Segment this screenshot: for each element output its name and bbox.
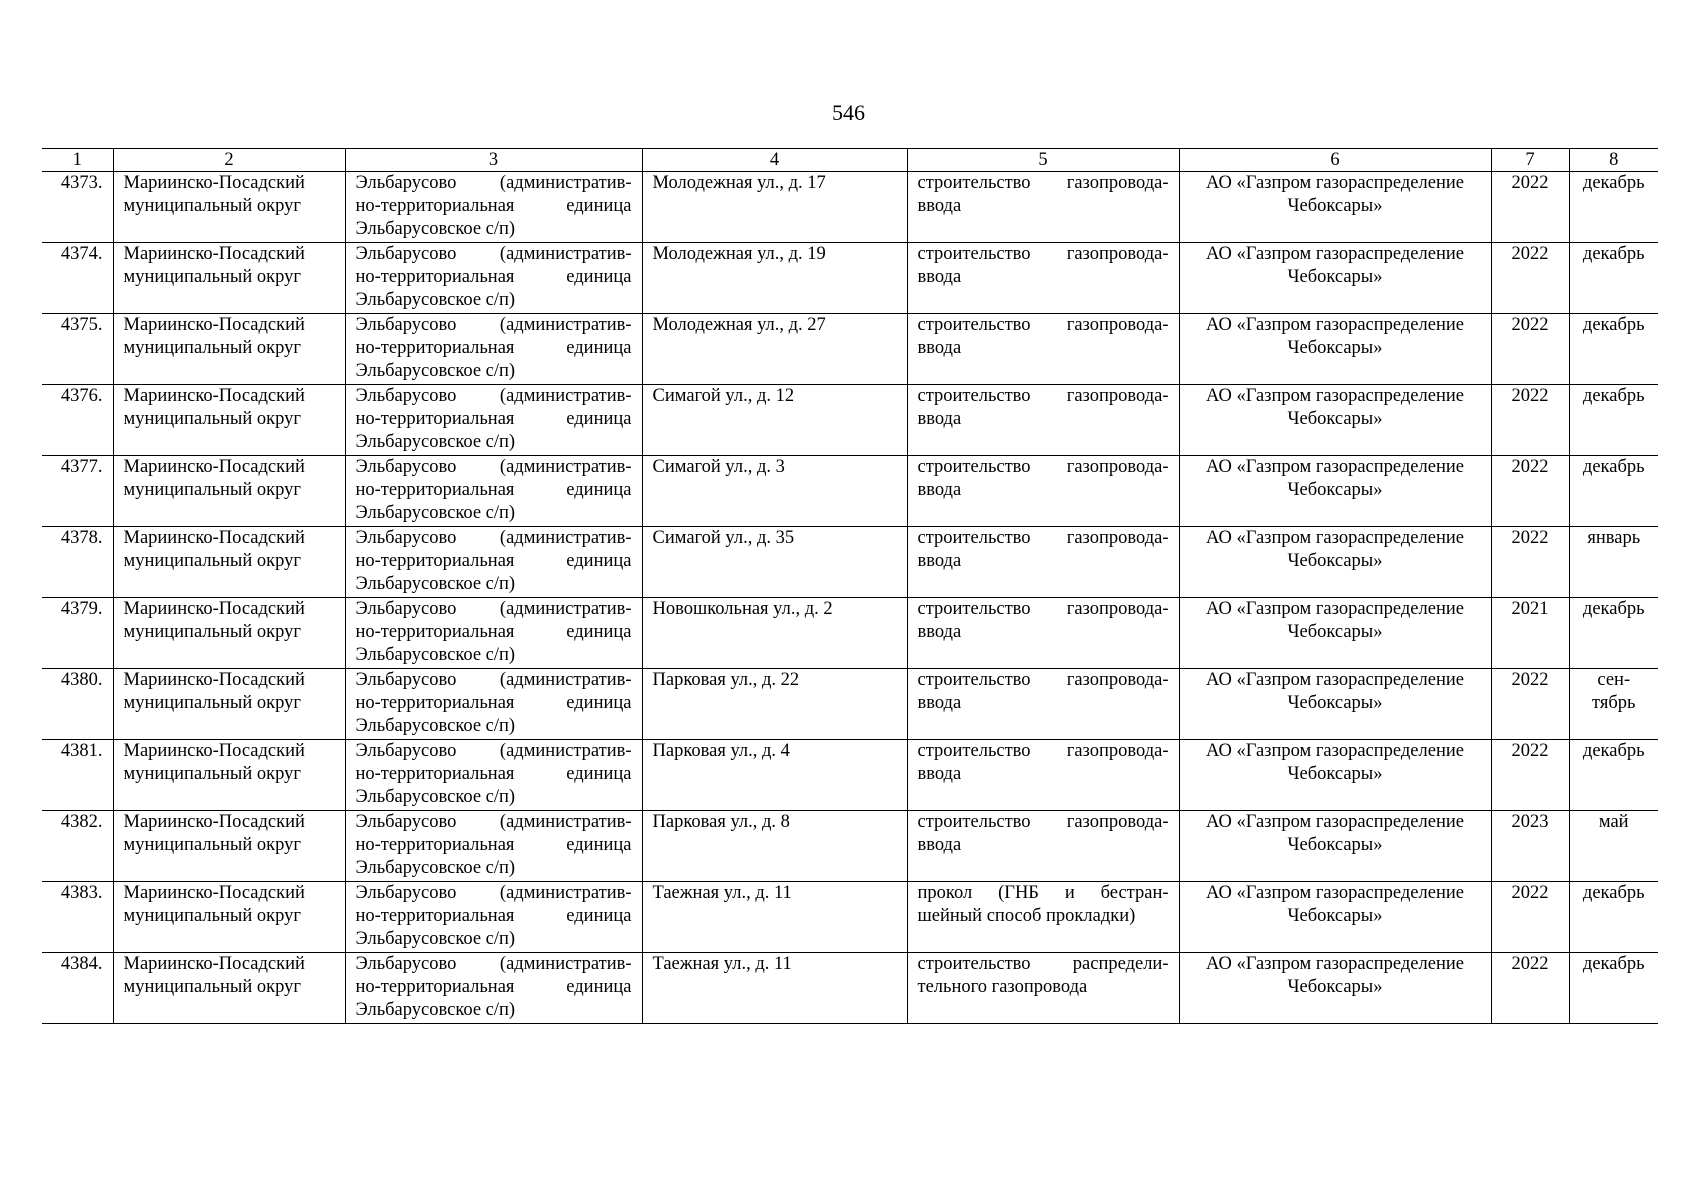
work-type-line: ввода xyxy=(917,693,962,713)
month-cell xyxy=(1569,314,1658,385)
work-type-cell xyxy=(907,527,1179,598)
table-row xyxy=(42,314,1658,385)
work-type-cell xyxy=(907,740,1179,811)
month-line: декабрь xyxy=(1582,457,1645,477)
work-type-line: строительство газопровода- xyxy=(917,670,1169,690)
organization-line: Чебоксары» xyxy=(1287,551,1383,571)
organization-line: Чебоксары» xyxy=(1287,622,1383,642)
organization-cell xyxy=(1179,314,1491,385)
district-cell xyxy=(113,527,345,598)
work-type-line: ввода xyxy=(917,764,962,784)
organization-cell xyxy=(1179,456,1491,527)
work-type-cell xyxy=(907,172,1179,243)
table-row xyxy=(42,740,1658,811)
district-line: Мариинско-Посадский xyxy=(123,812,305,832)
row-number-cell: 4373. xyxy=(42,172,113,243)
header-col-5: 5 xyxy=(907,149,1179,172)
work-type-line: шейный способ прокладки) xyxy=(917,906,1136,926)
month-cell xyxy=(1569,811,1658,882)
settlement-line: Эльбарусовское с/п) xyxy=(355,574,516,594)
settlement-line: Эльбарусово (административ- xyxy=(355,883,632,903)
address-cell: Таежная ул., д. 11 xyxy=(642,882,907,953)
organization-line: АО «Газпром газораспределение xyxy=(1206,173,1464,193)
work-type-cell xyxy=(907,456,1179,527)
month-cell xyxy=(1569,527,1658,598)
work-type-line: тельного газопровода xyxy=(917,977,1088,997)
year-cell: 2022 xyxy=(1491,882,1569,953)
settlement-line: Эльбарусово (административ- xyxy=(355,315,632,335)
settlement-line: но-территориальная единица xyxy=(355,267,632,287)
organization-line: АО «Газпром газораспределение xyxy=(1206,954,1464,974)
month-line: декабрь xyxy=(1582,599,1645,619)
district-line: муниципальный округ xyxy=(123,764,301,784)
organization-line: Чебоксары» xyxy=(1287,906,1383,926)
district-line: муниципальный округ xyxy=(123,480,301,500)
work-type-line: строительство газопровода- xyxy=(917,173,1169,193)
district-cell xyxy=(113,953,345,1024)
settlement-cell xyxy=(345,527,642,598)
table-row xyxy=(42,243,1658,314)
organization-line: Чебоксары» xyxy=(1287,196,1383,216)
settlement-line: Эльбарусовское с/п) xyxy=(355,1000,516,1020)
settlement-cell xyxy=(345,314,642,385)
work-type-line: строительство газопровода- xyxy=(917,599,1169,619)
year-cell: 2022 xyxy=(1491,314,1569,385)
work-type-line: ввода xyxy=(917,267,962,287)
year-cell: 2022 xyxy=(1491,172,1569,243)
month-line: декабрь xyxy=(1582,741,1645,761)
year-cell: 2022 xyxy=(1491,243,1569,314)
work-type-line: строительство газопровода- xyxy=(917,386,1169,406)
district-line: Мариинско-Посадский xyxy=(123,457,305,477)
work-type-cell xyxy=(907,243,1179,314)
district-line: Мариинско-Посадский xyxy=(123,741,305,761)
month-line: тябрь xyxy=(1592,693,1636,713)
organization-cell xyxy=(1179,385,1491,456)
row-number-cell: 4379. xyxy=(42,598,113,669)
settlement-line: но-территориальная единица xyxy=(355,693,632,713)
address-cell: Парковая ул., д. 4 xyxy=(642,740,907,811)
work-type-line: строительство газопровода- xyxy=(917,457,1169,477)
address-cell: Новошкольная ул., д. 2 xyxy=(642,598,907,669)
district-line: муниципальный округ xyxy=(123,622,301,642)
settlement-cell xyxy=(345,172,642,243)
gasification-table xyxy=(42,148,1658,1024)
settlement-line: Эльбарусово (административ- xyxy=(355,670,632,690)
organization-line: Чебоксары» xyxy=(1287,480,1383,500)
month-line: декабрь xyxy=(1582,244,1645,264)
month-line: декабрь xyxy=(1582,315,1645,335)
table-row xyxy=(42,882,1658,953)
work-type-line: строительство газопровода- xyxy=(917,315,1169,335)
address-cell: Таежная ул., д. 11 xyxy=(642,953,907,1024)
district-line: Мариинско-Посадский xyxy=(123,528,305,548)
work-type-cell xyxy=(907,669,1179,740)
settlement-cell xyxy=(345,882,642,953)
district-line: муниципальный округ xyxy=(123,835,301,855)
district-cell xyxy=(113,811,345,882)
work-type-line: строительство газопровода- xyxy=(917,812,1169,832)
organization-line: АО «Газпром газораспределение xyxy=(1206,244,1464,264)
month-cell xyxy=(1569,740,1658,811)
work-type-line: ввода xyxy=(917,551,962,571)
organization-line: АО «Газпром газораспределение xyxy=(1206,670,1464,690)
row-number-cell: 4378. xyxy=(42,527,113,598)
district-cell xyxy=(113,456,345,527)
settlement-line: Эльбарусовское с/п) xyxy=(355,929,516,949)
district-line: муниципальный округ xyxy=(123,693,301,713)
settlement-line: Эльбарусово (административ- xyxy=(355,599,632,619)
month-cell xyxy=(1569,385,1658,456)
district-cell xyxy=(113,172,345,243)
work-type-line: строительство газопровода- xyxy=(917,528,1169,548)
header-col-3: 3 xyxy=(345,149,642,172)
work-type-cell xyxy=(907,811,1179,882)
work-type-cell xyxy=(907,953,1179,1024)
month-cell xyxy=(1569,882,1658,953)
header-col-8: 8 xyxy=(1569,149,1658,172)
year-cell: 2021 xyxy=(1491,598,1569,669)
settlement-line: Эльбарусово (административ- xyxy=(355,457,632,477)
month-line: декабрь xyxy=(1582,883,1645,903)
organization-cell xyxy=(1179,243,1491,314)
organization-cell xyxy=(1179,953,1491,1024)
district-cell xyxy=(113,598,345,669)
settlement-line: но-территориальная единица xyxy=(355,551,632,571)
table-row xyxy=(42,953,1658,1024)
settlement-line: Эльбарусовское с/п) xyxy=(355,219,516,239)
header-col-4: 4 xyxy=(642,149,907,172)
address-cell: Молодежная ул., д. 19 xyxy=(642,243,907,314)
organization-cell xyxy=(1179,598,1491,669)
work-type-line: прокол (ГНБ и бестран- xyxy=(917,883,1169,903)
settlement-line: Эльбарусово (административ- xyxy=(355,954,632,974)
settlement-line: но-территориальная единица xyxy=(355,835,632,855)
district-line: муниципальный округ xyxy=(123,409,301,429)
settlement-cell xyxy=(345,953,642,1024)
organization-line: АО «Газпром газораспределение xyxy=(1206,315,1464,335)
organization-line: Чебоксары» xyxy=(1287,693,1383,713)
organization-line: АО «Газпром газораспределение xyxy=(1206,599,1464,619)
work-type-line: строительство газопровода- xyxy=(917,741,1169,761)
table-row xyxy=(42,598,1658,669)
month-line: декабрь xyxy=(1582,386,1645,406)
settlement-line: Эльбарусово (административ- xyxy=(355,528,632,548)
settlement-line: Эльбарусово (административ- xyxy=(355,244,632,264)
row-number-cell: 4375. xyxy=(42,314,113,385)
year-cell: 2022 xyxy=(1491,953,1569,1024)
district-cell xyxy=(113,669,345,740)
table-row xyxy=(42,456,1658,527)
organization-line: Чебоксары» xyxy=(1287,338,1383,358)
table-header xyxy=(42,149,1658,172)
work-type-line: ввода xyxy=(917,622,962,642)
district-line: Мариинско-Посадский xyxy=(123,599,305,619)
district-line: муниципальный округ xyxy=(123,267,301,287)
address-cell: Молодежная ул., д. 17 xyxy=(642,172,907,243)
settlement-cell xyxy=(345,740,642,811)
address-cell: Симагой ул., д. 35 xyxy=(642,527,907,598)
row-number-cell: 4383. xyxy=(42,882,113,953)
year-cell: 2022 xyxy=(1491,740,1569,811)
month-cell xyxy=(1569,456,1658,527)
organization-line: Чебоксары» xyxy=(1287,835,1383,855)
district-cell xyxy=(113,385,345,456)
settlement-cell xyxy=(345,385,642,456)
address-cell: Молодежная ул., д. 27 xyxy=(642,314,907,385)
month-cell xyxy=(1569,243,1658,314)
organization-line: АО «Газпром газораспределение xyxy=(1206,386,1464,406)
settlement-line: Эльбарусово (административ- xyxy=(355,386,632,406)
month-line: декабрь xyxy=(1582,173,1645,193)
table-row xyxy=(42,385,1658,456)
settlement-cell xyxy=(345,669,642,740)
table-row xyxy=(42,527,1658,598)
month-cell xyxy=(1569,598,1658,669)
settlement-line: Эльбарусовское с/п) xyxy=(355,432,516,452)
district-line: муниципальный округ xyxy=(123,338,301,358)
row-number-cell: 4380. xyxy=(42,669,113,740)
page-number: 546 xyxy=(832,100,865,125)
organization-line: АО «Газпром газораспределение xyxy=(1206,812,1464,832)
work-type-line: строительство распредели- xyxy=(917,954,1169,974)
district-cell xyxy=(113,882,345,953)
row-number-cell: 4381. xyxy=(42,740,113,811)
settlement-line: но-территориальная единица xyxy=(355,906,632,926)
address-cell: Симагой ул., д. 12 xyxy=(642,385,907,456)
district-line: Мариинско-Посадский xyxy=(123,670,305,690)
organization-cell xyxy=(1179,811,1491,882)
settlement-line: Эльбарусовское с/п) xyxy=(355,290,516,310)
header-col-2: 2 xyxy=(113,149,345,172)
month-cell xyxy=(1569,172,1658,243)
work-type-line: строительство газопровода- xyxy=(917,244,1169,264)
settlement-cell xyxy=(345,243,642,314)
settlement-line: Эльбарусовское с/п) xyxy=(355,858,516,878)
organization-line: Чебоксары» xyxy=(1287,764,1383,784)
settlement-line: но-территориальная единица xyxy=(355,764,632,784)
settlement-line: Эльбарусовское с/п) xyxy=(355,503,516,523)
month-line: май xyxy=(1598,812,1629,832)
settlement-line: Эльбарусово (административ- xyxy=(355,741,632,761)
year-cell: 2022 xyxy=(1491,669,1569,740)
row-number-cell: 4384. xyxy=(42,953,113,1024)
work-type-line: ввода xyxy=(917,409,962,429)
work-type-cell xyxy=(907,385,1179,456)
row-number-cell: 4382. xyxy=(42,811,113,882)
month-cell xyxy=(1569,669,1658,740)
address-cell: Парковая ул., д. 22 xyxy=(642,669,907,740)
year-cell: 2022 xyxy=(1491,456,1569,527)
work-type-line: ввода xyxy=(917,338,962,358)
district-line: муниципальный округ xyxy=(123,196,301,216)
district-line: Мариинско-Посадский xyxy=(123,244,305,264)
settlement-cell xyxy=(345,456,642,527)
table-body xyxy=(42,172,1658,1024)
work-type-cell xyxy=(907,314,1179,385)
header-col-7: 7 xyxy=(1491,149,1569,172)
work-type-line: ввода xyxy=(917,196,962,216)
district-line: Мариинско-Посадский xyxy=(123,883,305,903)
row-number-cell: 4376. xyxy=(42,385,113,456)
settlement-cell xyxy=(345,598,642,669)
settlement-line: но-территориальная единица xyxy=(355,480,632,500)
settlement-line: Эльбарусовское с/п) xyxy=(355,645,516,665)
year-cell: 2022 xyxy=(1491,527,1569,598)
settlement-line: но-территориальная единица xyxy=(355,977,632,997)
header-col-6: 6 xyxy=(1179,149,1491,172)
header-col-1: 1 xyxy=(42,149,113,172)
organization-line: АО «Газпром газораспределение xyxy=(1206,457,1464,477)
table-row xyxy=(42,669,1658,740)
settlement-line: Эльбарусовское с/п) xyxy=(355,787,516,807)
organization-cell xyxy=(1179,740,1491,811)
settlement-cell xyxy=(345,811,642,882)
district-line: Мариинско-Посадский xyxy=(123,173,305,193)
row-number-cell: 4377. xyxy=(42,456,113,527)
district-cell xyxy=(113,314,345,385)
district-line: Мариинско-Посадский xyxy=(123,954,305,974)
work-type-cell xyxy=(907,882,1179,953)
settlement-line: Эльбарусовское с/п) xyxy=(355,361,516,381)
settlement-line: Эльбарусово (административ- xyxy=(355,812,632,832)
organization-line: АО «Газпром газораспределение xyxy=(1206,883,1464,903)
table-row xyxy=(42,172,1658,243)
row-number-cell: 4374. xyxy=(42,243,113,314)
settlement-line: но-территориальная единица xyxy=(355,622,632,642)
month-line: сен- xyxy=(1597,670,1631,690)
settlement-line: Эльбарусовское с/п) xyxy=(355,716,516,736)
address-cell: Парковая ул., д. 8 xyxy=(642,811,907,882)
work-type-cell xyxy=(907,598,1179,669)
district-cell xyxy=(113,740,345,811)
organization-line: Чебоксары» xyxy=(1287,977,1383,997)
organization-line: Чебоксары» xyxy=(1287,267,1383,287)
district-line: муниципальный округ xyxy=(123,977,301,997)
settlement-line: но-территориальная единица xyxy=(355,338,632,358)
work-type-line: ввода xyxy=(917,480,962,500)
year-cell: 2023 xyxy=(1491,811,1569,882)
district-line: муниципальный округ xyxy=(123,551,301,571)
organization-cell xyxy=(1179,527,1491,598)
organization-cell xyxy=(1179,172,1491,243)
organization-cell xyxy=(1179,669,1491,740)
organization-line: АО «Газпром газораспределение xyxy=(1206,528,1464,548)
work-type-line: ввода xyxy=(917,835,962,855)
district-line: Мариинско-Посадский xyxy=(123,315,305,335)
settlement-line: но-территориальная единица xyxy=(355,196,632,216)
organization-cell xyxy=(1179,882,1491,953)
year-cell: 2022 xyxy=(1491,385,1569,456)
organization-line: АО «Газпром газораспределение xyxy=(1206,741,1464,761)
organization-line: Чебоксары» xyxy=(1287,409,1383,429)
month-line: январь xyxy=(1587,528,1641,548)
settlement-line: Эльбарусово (административ- xyxy=(355,173,632,193)
table-row xyxy=(42,811,1658,882)
settlement-line: но-территориальная единица xyxy=(355,409,632,429)
address-cell: Симагой ул., д. 3 xyxy=(642,456,907,527)
district-cell xyxy=(113,243,345,314)
month-line: декабрь xyxy=(1582,954,1645,974)
header-row xyxy=(42,149,1658,172)
district-line: Мариинско-Посадский xyxy=(123,386,305,406)
district-line: муниципальный округ xyxy=(123,906,301,926)
month-cell xyxy=(1569,953,1658,1024)
